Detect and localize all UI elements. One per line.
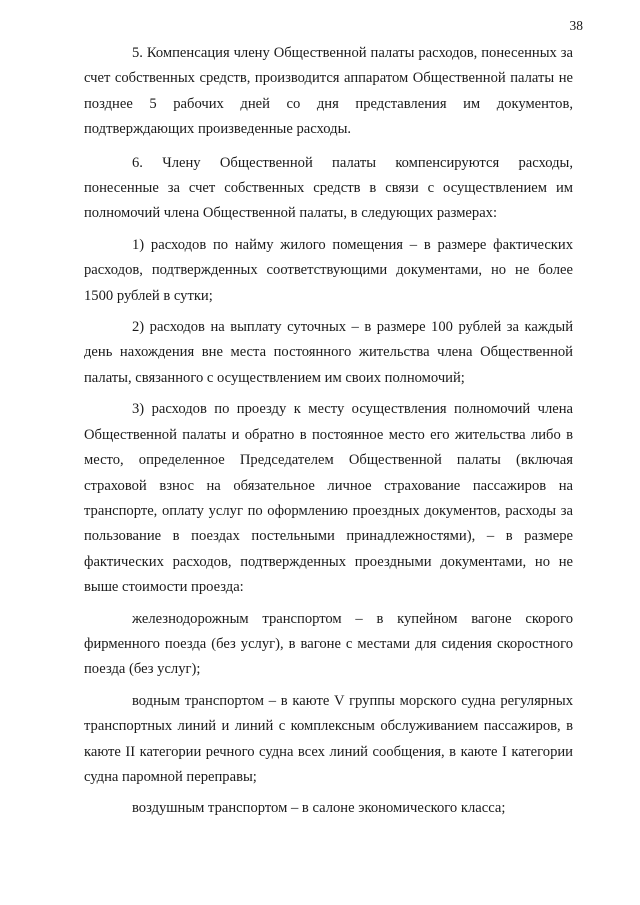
page-number: 38 <box>569 18 583 33</box>
air-transport-clause: воздушным транспортом – в салоне экономического класса; <box>132 800 506 817</box>
item-2-daily-allowance: 2) расходов на выплату суточных – в размере 100 рублей за каждый день нахождения вне места постоянного жительства члена Общественной палаты, связанного с осуществлением им своих полномочий; <box>84 319 573 386</box>
paragraph-5-compensation-timing: 5. Компенсация члену Общественной палаты расходов, понесенных за счет собственных средств, производится аппаратом Общественной палаты не позднее 5 рабочих дней со дня представления им документов, подтверждающих произведенные расходы. <box>84 45 573 138</box>
document-body <box>84 41 573 822</box>
item-1-housing-expenses: 1) расходов по найму жилого помещения – в размере фактических расходов, подтвержденных соответствующими документами, но не более 1500 рублей в сутки; <box>84 236 573 304</box>
water-transport-clause: водным транспортом – в каюте V группы морского судна регулярных транспортных линий и линий с комплексным обслуживанием пассажиров, в каюте II категории речного судна всех линий сообщения, в каюте I категории судна паромной переправы; <box>84 692 573 785</box>
rail-transport-clause: железнодорожным транспортом – в купейном вагоне скорого фирменного поезда (без услуг), в вагоне с местами для сидения скоростного поезда (без услуг); <box>84 610 573 678</box>
item-3-travel-expenses: 3) расходов по проезду к месту осуществления полномочий члена Общественной палаты и обратно в постоянное место его жительства либо в место, определенное Председателем Общественной палаты (включая страховой взнос на обязательное личное страхование пассажиров на транспорте, оплату услуг по оформлению проездных документов, расходы за пользование в поездах постельными принадлежностями), – в размере фактических расходов, подтвержденных проездными документами, но не выше стоимости проезда: <box>84 401 573 596</box>
paragraph-6-compensated-expenses: 6. Члену Общественной палаты компенсируются расходы, понесенные за счет собственных средств в связи с осуществлением им полномочий члена Общественной палаты, в следующих размерах: <box>84 154 573 222</box>
